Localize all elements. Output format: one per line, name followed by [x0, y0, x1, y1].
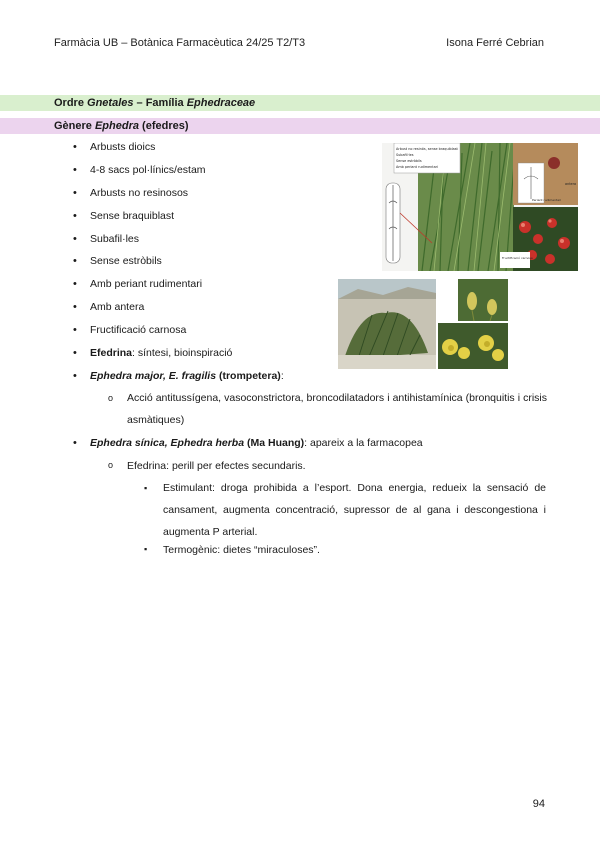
- running-header-right: Isona Ferré Cebrian: [446, 37, 544, 49]
- periant-label: Periant rudimentari: [532, 198, 562, 202]
- genus-name: Ephedra: [94, 120, 139, 132]
- callout-label: Sense estròbils: [396, 159, 422, 163]
- callout-label: Arbust no resinós, sense braquiblast: [396, 147, 458, 151]
- order-middle: – Família: [133, 97, 187, 109]
- ephedra-habitat-figure: [338, 279, 508, 369]
- running-header-left: Farmàcia UB – Botànica Farmacèutica 24/25 T2/T3: [54, 37, 306, 49]
- family-name: Ephedraceae: [186, 97, 256, 109]
- fructificacio-label: Fructificació carnosa: [502, 256, 533, 260]
- order-band: [0, 95, 600, 111]
- order-prefix: Ordre: [54, 97, 88, 109]
- antera-label: antera: [565, 182, 577, 186]
- genus-band: [0, 118, 600, 134]
- page-number: 94: [532, 798, 545, 810]
- order-name: Gnetales: [87, 97, 134, 109]
- callout-label: Amb periant rudimentari: [396, 165, 438, 169]
- genus-prefix: Gènere: [54, 120, 95, 132]
- callout-label: Subafil·les: [396, 153, 414, 157]
- ephedra-annotated-figure: [382, 143, 578, 271]
- genus-suffix: (efedres): [138, 120, 189, 132]
